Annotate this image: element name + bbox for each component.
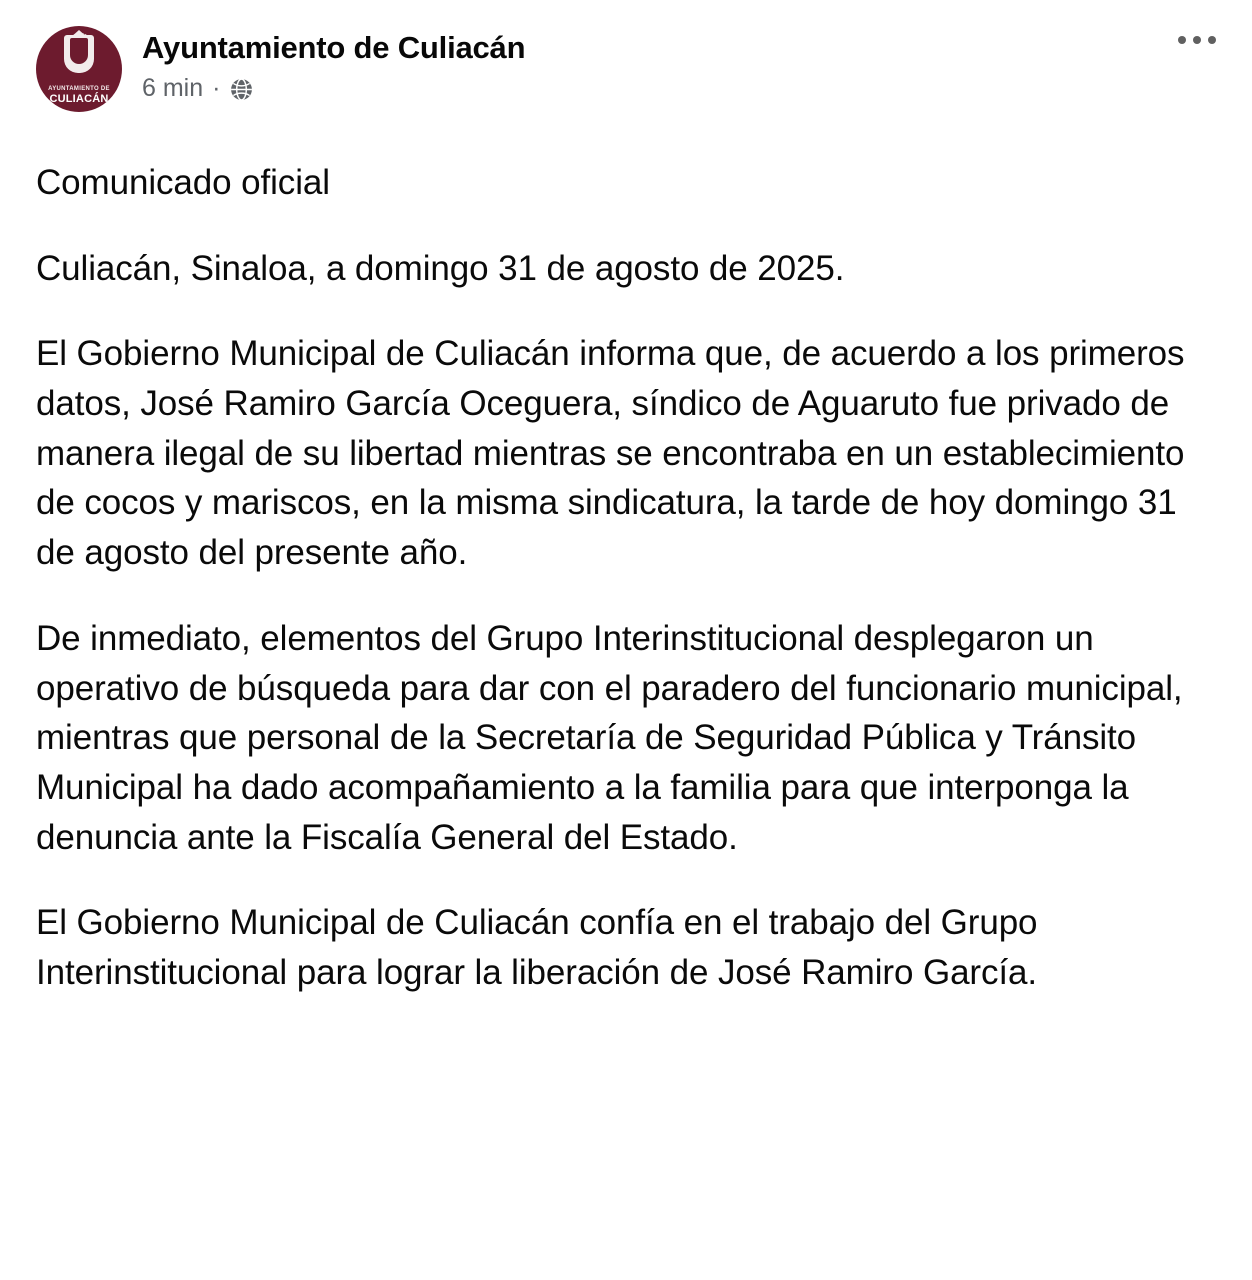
dot	[1193, 36, 1201, 44]
globe-icon[interactable]	[229, 77, 254, 102]
avatar-label-bottom: CULIACÁN	[49, 93, 109, 105]
post-header	[36, 26, 1216, 118]
dot	[1178, 36, 1186, 44]
post-paragraph: Comunicado oficial	[36, 163, 330, 202]
meta-separator: ·	[212, 73, 221, 102]
post-paragraph: El Gobierno Municipal de Culiacán informa que, de acuerdo a los primeros datos, José Ramiro García Oceguera, síndico de Aguaruto fue privado de manera ilegal de su libertad mientras se encontraba en un establecimiento de cocos y mariscos, en la misma sindicatura, la tarde de hoy domingo 31 de agosto del presente año.	[36, 334, 1185, 573]
post-paragraph: Culiacán, Sinaloa, a domingo 31 de agosto de 2025.	[36, 248, 845, 288]
avatar-label-top: AYUNTAMIENTO DE	[48, 86, 110, 92]
post-header-text	[142, 26, 525, 101]
crest-shield-icon	[64, 35, 94, 73]
post-paragraph: De inmediato, elementos del Grupo Interinstitucional desplegaron un operativo de búsqueda para dar con el paradero del funcionario municipal, mientras que personal de la Secretaría de Seguridad Pública y Tránsito Municipal ha dado acompañamiento a la familia para que interponga la denuncia ante la Fiscalía General del Estado.	[36, 618, 1183, 857]
post-timestamp[interactable]: 6 min	[142, 73, 204, 102]
more-options-icon[interactable]	[1178, 36, 1216, 44]
avatar[interactable]	[36, 26, 122, 112]
post-meta	[142, 73, 525, 102]
dot	[1208, 36, 1216, 44]
page-title[interactable]: Ayuntamiento de Culiacán	[142, 30, 526, 65]
post-content	[36, 158, 1216, 998]
post-paragraph: El Gobierno Municipal de Culiacán confía en el trabajo del Grupo Interinstitucional para lograr la liberación de José Ramiro García.	[36, 903, 1038, 992]
